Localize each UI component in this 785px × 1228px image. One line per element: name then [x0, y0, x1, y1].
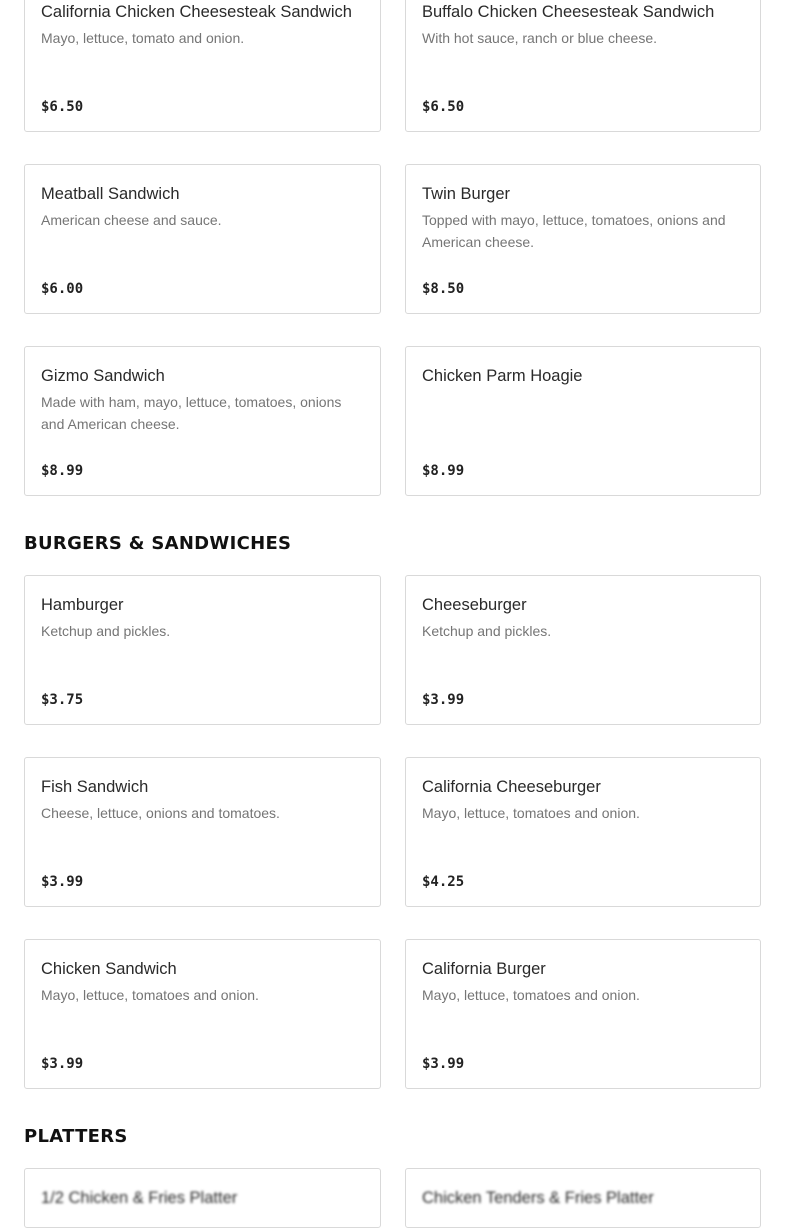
menu-item-card[interactable] — [24, 575, 381, 725]
item-price: $4.25 — [422, 874, 465, 890]
item-description: Ketchup and pickles. — [41, 623, 171, 639]
item-description: Mayo, lettuce, tomatoes and onion. — [422, 805, 640, 821]
item-price: $8.50 — [422, 281, 465, 297]
item-name: Gizmo Sandwich — [41, 367, 165, 385]
item-price: $3.99 — [41, 1056, 84, 1072]
item-name: Twin Burger — [422, 185, 511, 203]
item-name: Meatball Sandwich — [41, 185, 180, 203]
section-heading-platters: PLATTERS — [24, 1126, 128, 1147]
menu-item-card[interactable] — [405, 757, 761, 907]
item-price: $3.75 — [41, 692, 84, 708]
item-name: Chicken Parm Hoagie — [422, 367, 583, 385]
item-price: $6.50 — [422, 99, 465, 115]
item-price: $6.50 — [41, 99, 84, 115]
item-description: Made with ham, mayo, lettuce, tomatoes, onions and American cheese. — [41, 394, 342, 432]
menu-item-card[interactable] — [24, 1168, 381, 1228]
menu-section-grid-3 — [24, 1168, 761, 1228]
item-price: $8.99 — [41, 463, 84, 479]
item-name: 1/2 Chicken & Fries Platter — [41, 1189, 238, 1207]
item-description: Mayo, lettuce, tomatoes and onion. — [41, 987, 259, 1003]
menu-item-card[interactable] — [24, 939, 381, 1089]
menu-item-card[interactable] — [405, 0, 761, 132]
menu-section-grid-2 — [24, 575, 761, 1089]
item-name: Hamburger — [41, 596, 124, 614]
item-price: $3.99 — [422, 1056, 465, 1072]
section-heading-burgers-sandwiches: BURGERS & SANDWICHES — [24, 533, 292, 554]
item-name: Cheeseburger — [422, 596, 527, 614]
item-name: California Chicken Cheesesteak Sandwich — [41, 3, 352, 21]
item-price: $3.99 — [422, 692, 465, 708]
menu-item-card[interactable] — [24, 0, 381, 132]
item-price: $3.99 — [41, 874, 84, 890]
menu-item-card[interactable] — [405, 939, 761, 1089]
item-description: Topped with mayo, lettuce, tomatoes, onions and American cheese. — [422, 212, 726, 250]
item-description: Cheese, lettuce, onions and tomatoes. — [41, 805, 280, 821]
item-name: Chicken Sandwich — [41, 960, 177, 978]
item-description: Ketchup and pickles. — [422, 623, 552, 639]
item-name: California Burger — [422, 960, 546, 978]
item-name: California Cheeseburger — [422, 778, 601, 796]
item-name: Buffalo Chicken Cheesesteak Sandwich — [422, 3, 715, 21]
item-description: With hot sauce, ranch or blue cheese. — [422, 30, 658, 46]
menu-page — [24, 0, 761, 1228]
item-description: Mayo, lettuce, tomato and onion. — [41, 30, 245, 46]
item-price: $6.00 — [41, 281, 84, 297]
item-price: $8.99 — [422, 463, 465, 479]
menu-item-card[interactable] — [405, 346, 761, 496]
item-name: Chicken Tenders & Fries Platter — [422, 1189, 654, 1207]
item-description: American cheese and sauce. — [41, 212, 222, 228]
menu-item-card[interactable] — [24, 346, 381, 496]
menu-item-card[interactable] — [405, 164, 761, 314]
item-name: Fish Sandwich — [41, 778, 149, 796]
menu-item-card[interactable] — [405, 575, 761, 725]
menu-item-card[interactable] — [405, 1168, 761, 1228]
menu-item-card[interactable] — [24, 757, 381, 907]
menu-section-grid-1 — [24, 0, 761, 496]
item-description: Mayo, lettuce, tomatoes and onion. — [422, 987, 640, 1003]
menu-item-card[interactable] — [24, 164, 381, 314]
